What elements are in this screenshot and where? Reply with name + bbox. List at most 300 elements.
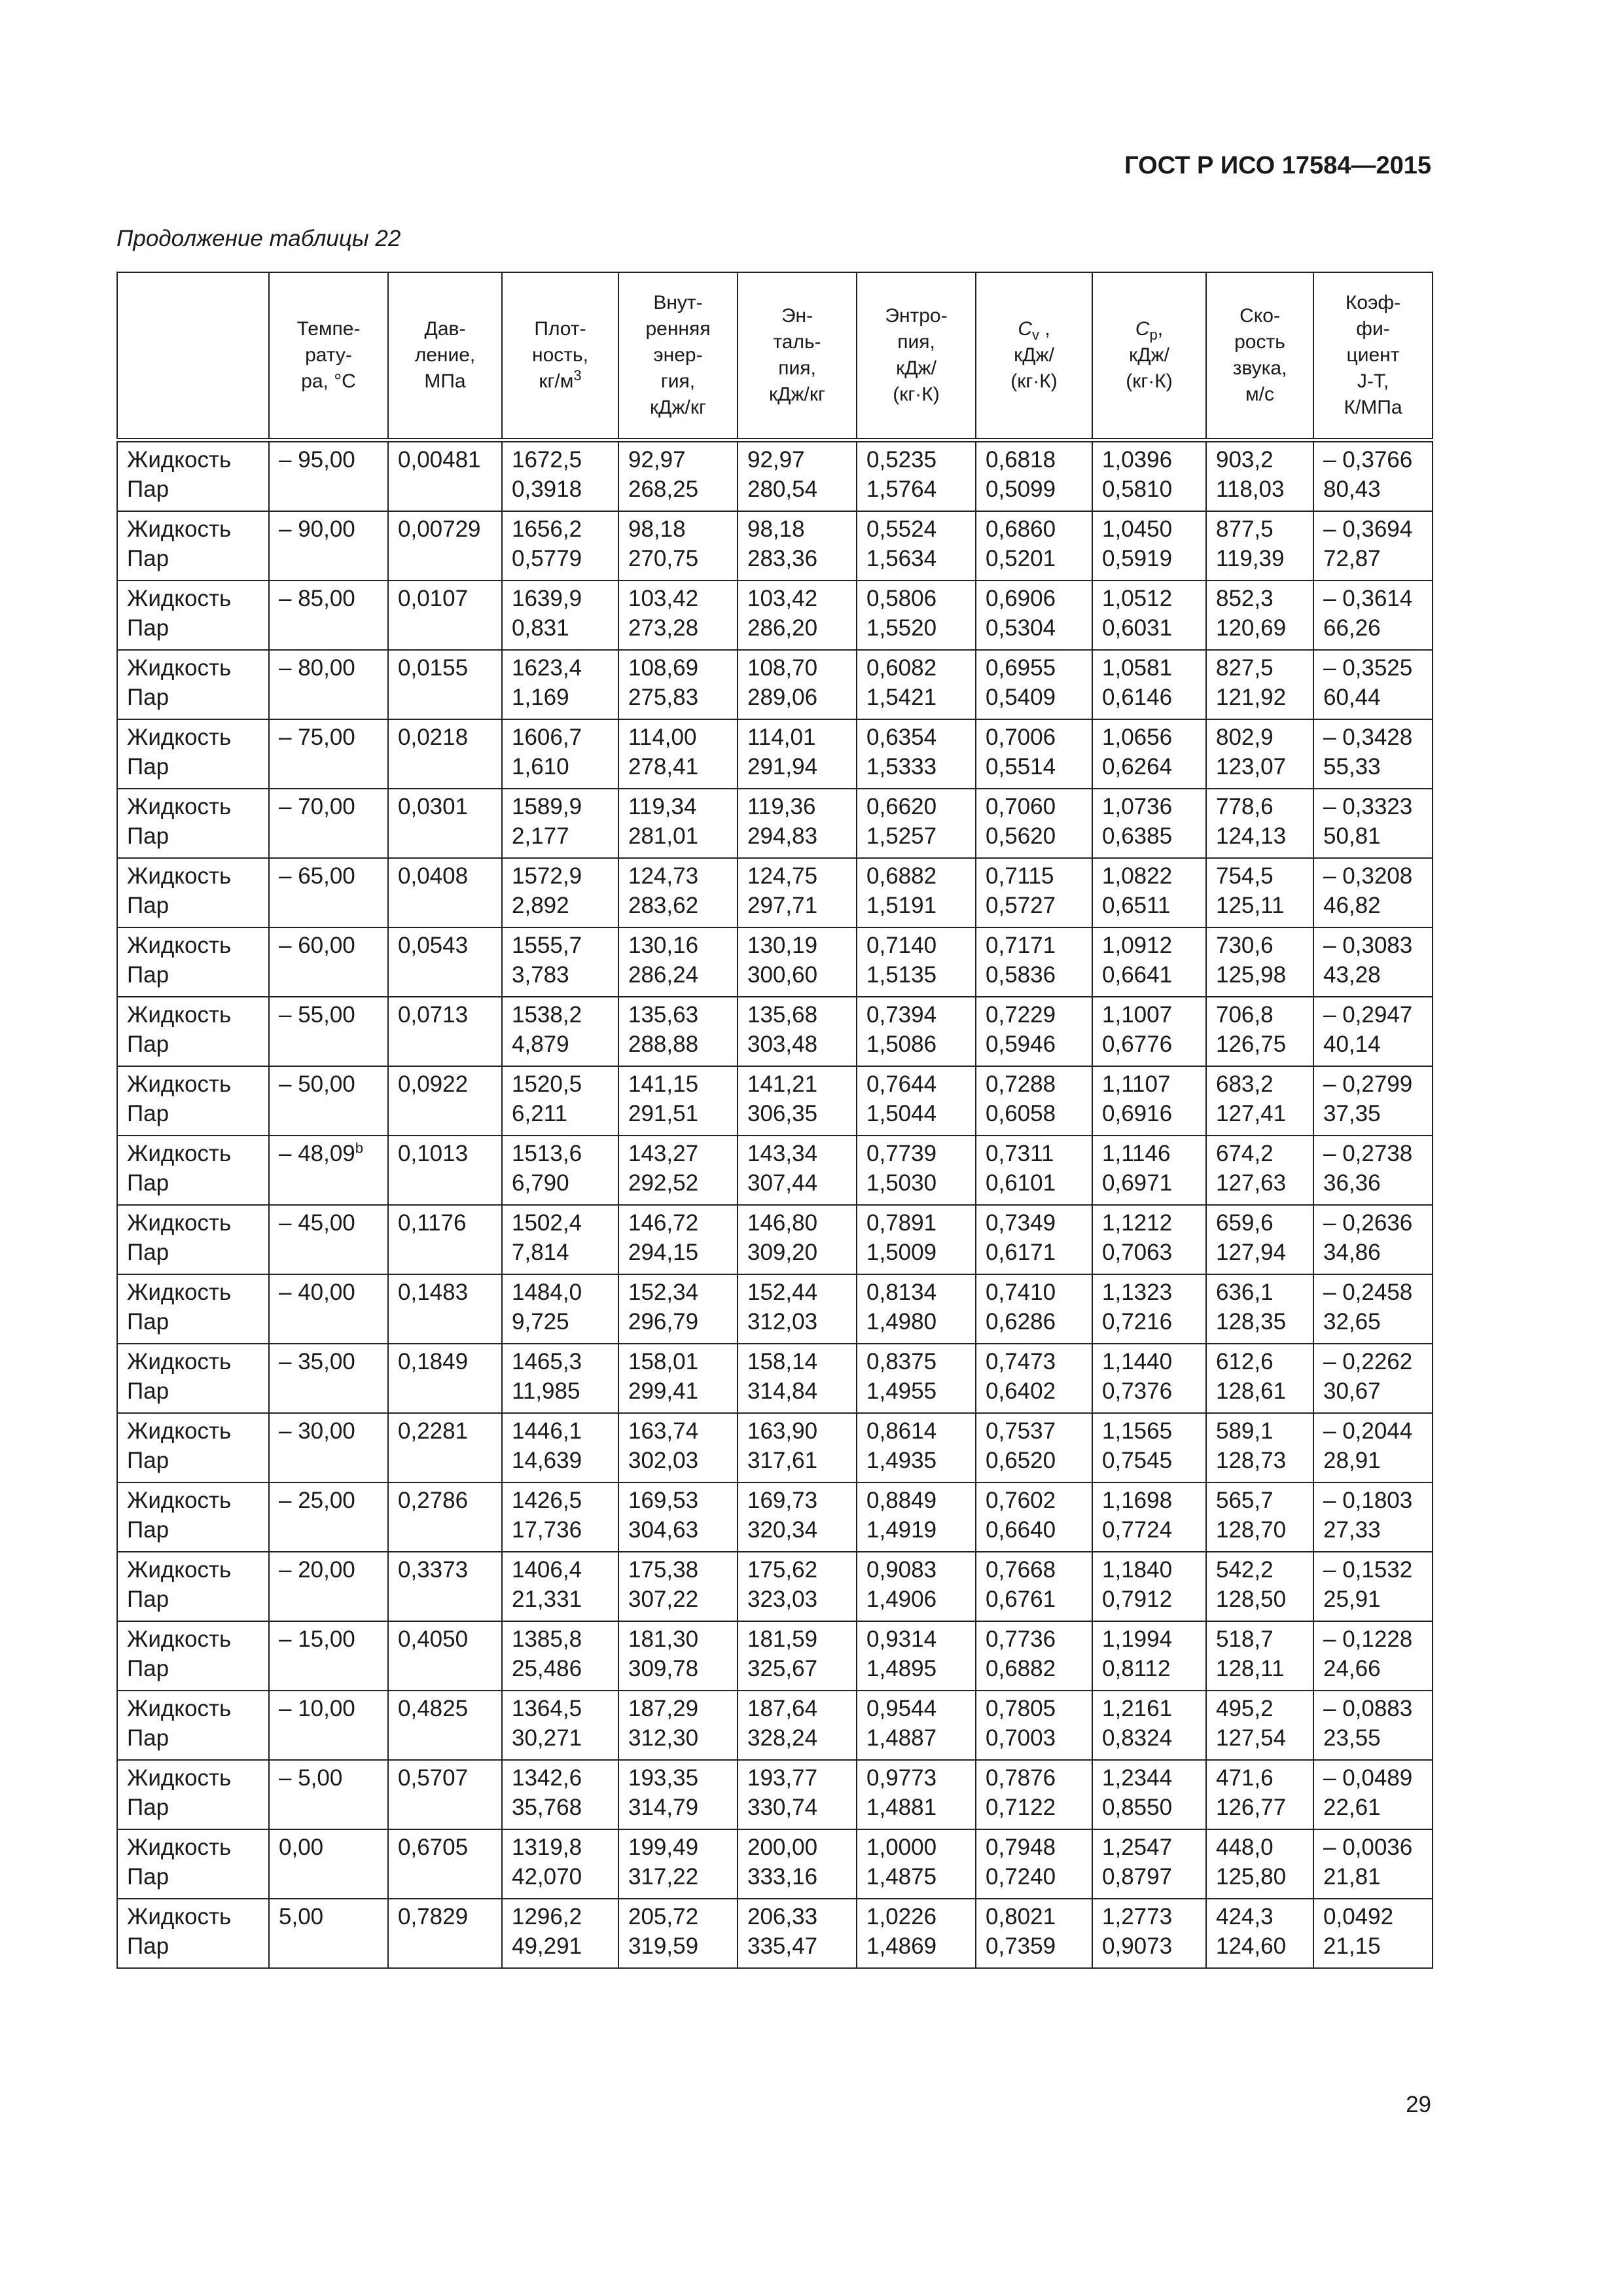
cell-value: 0,7545: [1102, 1448, 1173, 1473]
cell-value: 289,06: [747, 685, 818, 710]
state-cell: [117, 858, 269, 927]
cell-value: 181,30: [628, 1626, 699, 1652]
table-row: [117, 1066, 1433, 1136]
cell-value: 0,8324: [1102, 1725, 1173, 1751]
cell-value: 32,65: [1323, 1309, 1381, 1335]
jt-coef-cell: [1313, 1621, 1433, 1691]
table-row: [117, 1344, 1433, 1413]
table-row: [117, 440, 1433, 512]
cell-value: 141,21: [747, 1071, 818, 1097]
cell-value: 706,8: [1216, 1002, 1274, 1028]
cell-value: 0,7394: [866, 1002, 937, 1028]
cp-cell: [1092, 927, 1206, 997]
cell-value: 0,8021: [986, 1904, 1056, 1929]
table-row: [117, 511, 1433, 581]
sound-speed-cell: [1206, 719, 1313, 789]
cell-value: 1,4895: [866, 1656, 937, 1681]
cell-value: – 0,0036: [1323, 1835, 1413, 1860]
cell-value: 49,291: [512, 1933, 582, 1959]
cell-value: 175,38: [628, 1557, 699, 1583]
column-header-line: фи-: [1356, 318, 1390, 340]
entropy-cell: [857, 927, 976, 997]
cv-cell: [976, 858, 1092, 927]
cell-value: 1,0822: [1102, 863, 1173, 889]
jt-coef-cell: [1313, 1066, 1433, 1136]
state-label: Жидкость: [127, 1696, 232, 1721]
column-header-line: кДж/кг: [769, 384, 825, 405]
sound-speed-cell: [1206, 997, 1313, 1066]
jt-coef-cell: [1313, 719, 1433, 789]
column-header-line: ление,: [414, 344, 476, 366]
table-row: [117, 581, 1433, 650]
cell-value: 143,34: [747, 1141, 818, 1166]
cell-value: 187,64: [747, 1696, 818, 1721]
cell-value: – 0,2947: [1323, 1002, 1413, 1028]
density-cell: [502, 997, 618, 1066]
table-row: [117, 1205, 1433, 1274]
jt-coef-cell: [1313, 1760, 1433, 1829]
state-label: Жидкость: [127, 1418, 232, 1444]
cell-value: 292,52: [628, 1170, 699, 1196]
cell-value: 43,28: [1323, 962, 1381, 988]
cell-value: 495,2: [1216, 1696, 1274, 1721]
cell-value: 1,1994: [1102, 1626, 1173, 1652]
cell-value: 1,610: [512, 754, 569, 780]
sound-speed-cell: [1206, 1829, 1313, 1899]
internal-energy-cell: [618, 1274, 738, 1344]
sound-speed-cell: [1206, 440, 1313, 512]
column-header-line: Эн-: [781, 305, 813, 327]
cell-value: 0,6264: [1102, 754, 1173, 780]
state-cell: [117, 1274, 269, 1344]
state-label: Пар: [127, 754, 169, 780]
cell-value: – 0,0883: [1323, 1696, 1413, 1721]
column-header-jt_coef: [1313, 272, 1433, 440]
cell-value: 124,73: [628, 863, 699, 889]
density-cell: [502, 1552, 618, 1621]
cell-value: 46,82: [1323, 893, 1381, 918]
pressure-cell: 0,1176: [388, 1205, 502, 1274]
state-label: Жидкость: [127, 1280, 232, 1305]
cell-value: 2,892: [512, 893, 569, 918]
cell-value: 1,4887: [866, 1725, 937, 1751]
state-cell: [117, 1691, 269, 1760]
jt-coef-cell: [1313, 1899, 1433, 1968]
cell-value: 0,7240: [986, 1864, 1056, 1890]
enthalpy-cell: [738, 719, 857, 789]
cell-value: 126,75: [1216, 1031, 1287, 1057]
state-label: Пар: [127, 962, 169, 988]
cell-value: 0,7115: [986, 863, 1054, 889]
enthalpy-cell: [738, 1829, 857, 1899]
cell-value: 0,831: [512, 615, 569, 641]
cell-value: 1,2161: [1102, 1696, 1173, 1721]
cell-value: 34,86: [1323, 1240, 1381, 1265]
cell-value: 118,03: [1216, 476, 1285, 502]
column-header-internal_energy: [618, 272, 738, 440]
entropy-cell: [857, 1274, 976, 1344]
sound-speed-cell: [1206, 581, 1313, 650]
column-header-line: пия,: [897, 331, 935, 353]
state-cell: [117, 511, 269, 581]
sound-speed-cell: [1206, 1691, 1313, 1760]
cell-value: 6,790: [512, 1170, 569, 1196]
column-header-line: Дав-: [424, 318, 466, 340]
cell-value: 0,8550: [1102, 1795, 1173, 1820]
cell-value: 72,87: [1323, 546, 1381, 571]
cell-value: 9,725: [512, 1309, 569, 1335]
column-header-line: J-T,: [1357, 370, 1389, 392]
entropy-cell: [857, 858, 976, 927]
entropy-cell: [857, 1344, 976, 1413]
cell-value: 278,41: [628, 754, 699, 780]
column-header-enthalpy: [738, 272, 857, 440]
cp-cell: [1092, 789, 1206, 858]
column-header-line: $кг/м^3$: [539, 367, 582, 392]
cell-value: 1,5634: [866, 546, 937, 571]
cell-value: 146,80: [747, 1210, 818, 1236]
cell-value: 55,33: [1323, 754, 1381, 780]
cell-value: 0,6640: [986, 1517, 1056, 1543]
cell-value: 323,03: [747, 1587, 818, 1612]
cell-value: 6,211: [512, 1101, 567, 1126]
cell-value: 589,1: [1216, 1418, 1274, 1444]
cell-value: 778,6: [1216, 794, 1274, 819]
cell-value: 28,91: [1323, 1448, 1381, 1473]
state-label: Жидкость: [127, 1141, 232, 1166]
cell-value: 0,6146: [1102, 685, 1173, 710]
temperature-cell: 0,00: [269, 1829, 388, 1899]
cell-value: 309,20: [747, 1240, 818, 1265]
cell-value: 1,1007: [1102, 1002, 1173, 1028]
sound-speed-cell: [1206, 789, 1313, 858]
cell-value: 0,7948: [986, 1835, 1056, 1860]
cell-value: 0,8112: [1102, 1656, 1171, 1681]
pressure-cell: 0,4050: [388, 1621, 502, 1691]
cell-value: 114,00: [628, 725, 697, 750]
cell-value: 0,5836: [986, 962, 1056, 988]
cp-cell: [1092, 1413, 1206, 1482]
cell-value: 200,00: [747, 1835, 818, 1860]
table-row: [117, 719, 1433, 789]
enthalpy-cell: [738, 997, 857, 1066]
cell-value: 0,5727: [986, 893, 1056, 918]
cell-value: 288,88: [628, 1031, 699, 1057]
state-label: Пар: [127, 1240, 169, 1265]
entropy-cell: [857, 1136, 976, 1205]
entropy-cell: [857, 1621, 976, 1691]
cell-value: 3,783: [512, 962, 569, 988]
cell-value: 114,01: [747, 725, 816, 750]
pressure-cell: 0,00481: [388, 440, 502, 512]
state-label: Пар: [127, 1656, 169, 1681]
cv-cell: [976, 1621, 1092, 1691]
cell-value: 319,59: [628, 1933, 699, 1959]
cell-value: 124,60: [1216, 1933, 1287, 1959]
cell-value: 827,5: [1216, 655, 1274, 681]
cell-value: 903,2: [1216, 447, 1274, 473]
cell-value: 309,78: [628, 1656, 699, 1681]
cell-value: 0,5235: [866, 447, 937, 473]
temperature-cell: – 60,00: [269, 927, 388, 997]
cell-value: 30,271: [512, 1725, 582, 1751]
cell-value: 270,75: [628, 546, 699, 571]
cp-cell: [1092, 1274, 1206, 1344]
cell-value: 36,36: [1323, 1170, 1381, 1196]
cell-value: 0,8375: [866, 1349, 937, 1374]
cell-value: 1,0396: [1102, 447, 1173, 473]
density-cell: [502, 927, 618, 997]
cell-value: 169,53: [628, 1488, 699, 1513]
cell-value: 0,5806: [866, 586, 937, 611]
temperature-cell: – 15,00: [269, 1621, 388, 1691]
cell-value: 1656,2: [512, 516, 582, 542]
state-cell: [117, 1899, 269, 1968]
state-cell: [117, 1136, 269, 1205]
density-cell: [502, 440, 618, 512]
density-cell: [502, 1413, 618, 1482]
cell-value: – 0,2738: [1323, 1141, 1413, 1166]
internal-energy-cell: [618, 1621, 738, 1691]
cell-value: – 0,2458: [1323, 1280, 1413, 1305]
cell-value: 130,19: [747, 933, 818, 958]
cell-value: 1385,8: [512, 1626, 582, 1652]
enthalpy-cell: [738, 1274, 857, 1344]
cp-cell: [1092, 1621, 1206, 1691]
cell-value: – 0,2636: [1323, 1210, 1413, 1236]
cv-cell: [976, 1344, 1092, 1413]
cell-value: 0,6971: [1102, 1170, 1173, 1196]
enthalpy-cell: [738, 858, 857, 927]
enthalpy-cell: [738, 1344, 857, 1413]
cv-cell: [976, 1829, 1092, 1899]
cell-value: 659,6: [1216, 1210, 1274, 1236]
cell-value: 0,7912: [1102, 1587, 1173, 1612]
pressure-cell: 0,0922: [388, 1066, 502, 1136]
cell-value: 1,5086: [866, 1031, 937, 1057]
cell-value: 143,27: [628, 1141, 699, 1166]
cell-value: 35,768: [512, 1795, 582, 1820]
column-header-line: Коэф-: [1345, 292, 1401, 314]
cell-value: – 0,3614: [1323, 586, 1413, 611]
enthalpy-cell: [738, 1899, 857, 1968]
cp-cell: [1092, 650, 1206, 719]
temperature-cell: – 30,00: [269, 1413, 388, 1482]
entropy-cell: [857, 1829, 976, 1899]
table-row: [117, 1691, 1433, 1760]
entropy-cell: [857, 1552, 976, 1621]
pressure-cell: 0,5707: [388, 1760, 502, 1829]
cell-value: 302,03: [628, 1448, 699, 1473]
temperature-cell: – 20,00: [269, 1552, 388, 1621]
internal-energy-cell: [618, 858, 738, 927]
cell-value: – 0,3766: [1323, 447, 1413, 473]
cv-cell: [976, 1066, 1092, 1136]
pressure-cell: 0,0408: [388, 858, 502, 927]
cell-value: 280,54: [747, 476, 818, 502]
internal-energy-cell: [618, 1691, 738, 1760]
cell-value: 1,5333: [866, 754, 937, 780]
cell-value: 0,5919: [1102, 546, 1173, 571]
jt-coef-cell: [1313, 1552, 1433, 1621]
cell-value: 103,42: [628, 586, 699, 611]
column-header-pressure: [388, 272, 502, 440]
state-cell: [117, 1482, 269, 1552]
cell-value: 199,49: [628, 1835, 699, 1860]
cell-value: 37,35: [1323, 1101, 1381, 1126]
cell-value: 0,6906: [986, 586, 1056, 611]
sound-speed-cell: [1206, 511, 1313, 581]
cell-value: 1,0226: [866, 1904, 937, 1929]
cell-value: 0,7644: [866, 1071, 937, 1097]
jt-coef-cell: [1313, 1829, 1433, 1899]
table-caption: Продолжение таблицы 22: [116, 226, 401, 251]
cell-value: 1623,4: [512, 655, 582, 681]
density-cell: [502, 858, 618, 927]
table-row: [117, 997, 1433, 1066]
density-cell: [502, 1205, 618, 1274]
state-label: Пар: [127, 1795, 169, 1820]
cell-value: 181,59: [747, 1626, 818, 1652]
state-label: Жидкость: [127, 1557, 232, 1583]
cell-value: 306,35: [747, 1101, 818, 1126]
cell-value: 0,7140: [866, 933, 937, 958]
cell-value: 0,5946: [986, 1031, 1056, 1057]
density-cell: [502, 1899, 618, 1968]
internal-energy-cell: [618, 511, 738, 581]
state-cell: [117, 1760, 269, 1829]
internal-energy-cell: [618, 1066, 738, 1136]
cell-value: 1,1212: [1102, 1210, 1173, 1236]
cell-value: 0,6916: [1102, 1101, 1173, 1126]
entropy-cell: [857, 1760, 976, 1829]
sound-speed-cell: [1206, 1552, 1313, 1621]
pressure-cell: 0,4825: [388, 1691, 502, 1760]
enthalpy-cell: [738, 1621, 857, 1691]
cell-value: 296,79: [628, 1309, 699, 1335]
cell-value: – 0,2044: [1323, 1418, 1413, 1444]
cell-value: 1,0581: [1102, 655, 1173, 681]
pressure-cell: 0,1483: [388, 1274, 502, 1344]
enthalpy-cell: [738, 1413, 857, 1482]
state-label: Жидкость: [127, 794, 232, 819]
cell-value: 1538,2: [512, 1002, 582, 1028]
cell-value: 1,5421: [866, 685, 937, 710]
cell-value: 163,90: [747, 1418, 818, 1444]
cell-value: 1,5520: [866, 615, 937, 641]
cp-cell: [1092, 1066, 1206, 1136]
column-header-line: МПа: [424, 370, 466, 392]
column-header-line: Темпе-: [296, 318, 361, 340]
column-header-line: ность,: [532, 344, 588, 366]
cell-value: 1426,5: [512, 1488, 582, 1513]
cell-value: 328,24: [747, 1725, 818, 1751]
internal-energy-cell: [618, 1344, 738, 1413]
state-label: Пар: [127, 1517, 169, 1543]
cell-value: 1,0450: [1102, 516, 1173, 542]
pressure-cell: 0,0155: [388, 650, 502, 719]
jt-coef-cell: [1313, 650, 1433, 719]
density-cell: [502, 1136, 618, 1205]
jt-coef-cell: [1313, 997, 1433, 1066]
cell-value: 0,7805: [986, 1696, 1056, 1721]
cv-cell: [976, 997, 1092, 1066]
temperature-cell: – 25,00: [269, 1482, 388, 1552]
cell-value: 0,7122: [986, 1795, 1056, 1820]
column-header-line: (кг·К): [1010, 370, 1058, 392]
column-header-line: ренняя: [645, 318, 711, 340]
state-cell: [117, 1413, 269, 1482]
cell-value: 314,84: [747, 1378, 818, 1404]
cell-value: 0,6882: [866, 863, 937, 889]
cell-value: 1,4875: [866, 1864, 937, 1890]
cell-value: 1606,7: [512, 725, 582, 750]
enthalpy-cell: [738, 581, 857, 650]
cell-value: 108,70: [747, 655, 818, 681]
pressure-cell: 0,3373: [388, 1552, 502, 1621]
cell-value: 0,6286: [986, 1309, 1056, 1335]
cell-value: 312,03: [747, 1309, 818, 1335]
table-row: [117, 858, 1433, 927]
cell-value: 27,33: [1323, 1517, 1381, 1543]
cell-value: 542,2: [1216, 1557, 1274, 1583]
cell-value: 0,6761: [986, 1587, 1056, 1612]
cell-value: 0,7003: [986, 1725, 1056, 1751]
sound-speed-cell: [1206, 1482, 1313, 1552]
temperature-cell: – 70,00: [269, 789, 388, 858]
cell-value: 1,1440: [1102, 1349, 1173, 1374]
sound-speed-cell: [1206, 1136, 1313, 1205]
cp-cell: [1092, 997, 1206, 1066]
cell-value: 169,73: [747, 1488, 818, 1513]
state-label: Пар: [127, 1309, 169, 1335]
cell-value: 158,14: [747, 1349, 818, 1374]
column-header-line: кДж/: [1129, 344, 1169, 366]
cell-value: 0,6776: [1102, 1031, 1173, 1057]
cell-value: 0,7359: [986, 1933, 1056, 1959]
cell-value: 683,2: [1216, 1071, 1274, 1097]
cell-value: 0,6385: [1102, 823, 1173, 849]
pressure-cell: 0,2281: [388, 1413, 502, 1482]
cell-value: – 0,2799: [1323, 1071, 1413, 1097]
cell-value: 4,879: [512, 1031, 569, 1057]
cv-cell: [976, 1760, 1092, 1829]
cell-value: 135,68: [747, 1002, 818, 1028]
sound-speed-cell: [1206, 650, 1313, 719]
cell-value: 1,0000: [866, 1835, 937, 1860]
cell-value: 141,15: [628, 1071, 699, 1097]
column-header-line: гия,: [660, 370, 696, 392]
state-label: Жидкость: [127, 586, 232, 611]
internal-energy-cell: [618, 719, 738, 789]
cell-value: 1,1146: [1102, 1141, 1171, 1166]
state-cell: [117, 1205, 269, 1274]
pressure-cell: 0,2786: [388, 1482, 502, 1552]
cell-value: 130,16: [628, 933, 699, 958]
cell-value: 1,0512: [1102, 586, 1173, 611]
cv-cell: [976, 1691, 1092, 1760]
entropy-cell: [857, 581, 976, 650]
jt-coef-cell: [1313, 581, 1433, 650]
state-label: Жидкость: [127, 516, 232, 542]
cell-value: 25,91: [1323, 1587, 1381, 1612]
column-header-line: (кг·К): [893, 384, 940, 405]
cell-value: 14,639: [512, 1448, 582, 1473]
cell-value: 283,36: [747, 546, 818, 571]
density-cell: [502, 1829, 618, 1899]
cell-value: 448,0: [1216, 1835, 1274, 1860]
cell-value: 1,1565: [1102, 1418, 1173, 1444]
